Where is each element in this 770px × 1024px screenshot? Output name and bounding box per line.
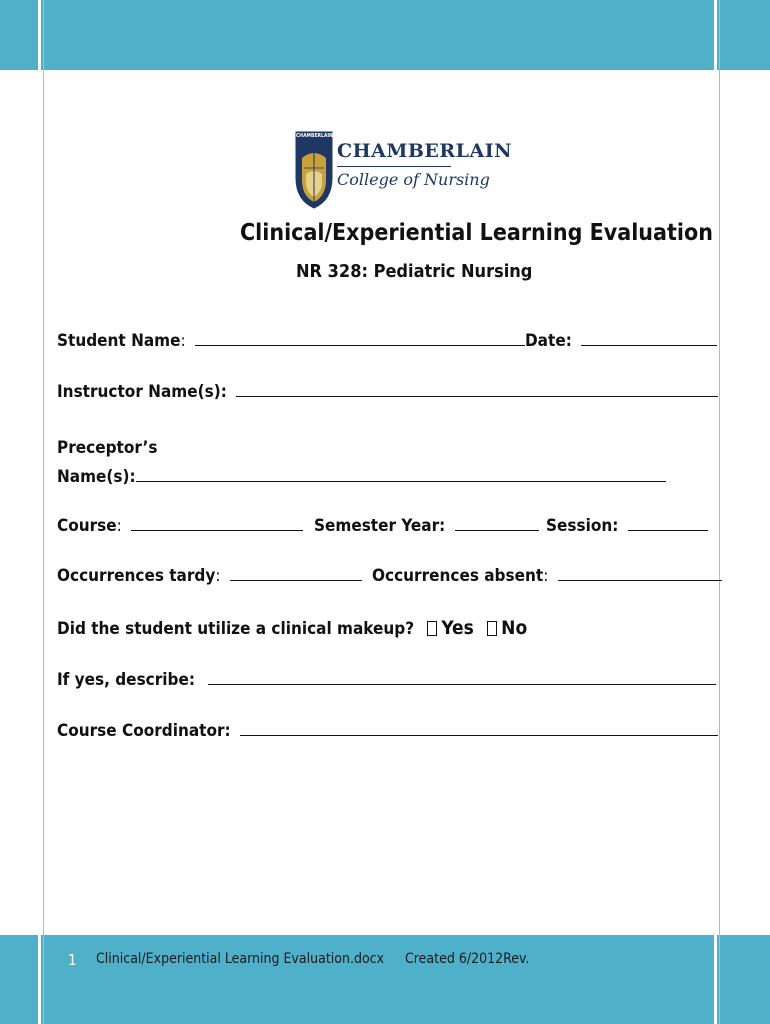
- document-subtitle: NR 328: Pediatric Nursing: [296, 261, 533, 282]
- semester-year-label: Semester Year:: [314, 516, 446, 536]
- session-row: [546, 516, 708, 536]
- instructor-row: [57, 382, 718, 402]
- describe-label: If yes, describe:: [57, 670, 195, 690]
- student-name-label: Student Name: [57, 331, 181, 351]
- session-label: Session:: [546, 516, 619, 536]
- logo-name: CHAMBERLAIN: [337, 140, 513, 162]
- preceptor-label: Name(s):: [57, 467, 136, 487]
- footer-band: [0, 935, 770, 1024]
- describe-row: [57, 670, 716, 690]
- preceptor-field[interactable]: [136, 467, 666, 482]
- student-name-row: Student Name: Date:: [57, 331, 717, 351]
- coordinator-label: Course Coordinator:: [57, 721, 231, 741]
- page-frame-right: [714, 0, 717, 1024]
- course-field[interactable]: [131, 516, 303, 531]
- header-band: [0, 0, 770, 70]
- preceptor-label-line1: Preceptor’s: [57, 438, 158, 458]
- absent-label: Occurrences absent: [372, 566, 544, 586]
- absent-field[interactable]: [558, 566, 722, 581]
- semester-year-field[interactable]: [455, 516, 539, 531]
- no-checkbox[interactable]: [487, 621, 497, 636]
- shield-seal-icon: [296, 132, 332, 208]
- yes-label: Yes: [441, 617, 474, 639]
- logo-divider: [337, 166, 451, 167]
- footer-created: Created 6/2012Rev.: [405, 951, 530, 967]
- instructor-label: Instructor Name(s):: [57, 382, 227, 402]
- coordinator-row: [57, 721, 718, 741]
- page-frame-left-inner: [43, 0, 44, 1024]
- session-field[interactable]: [628, 516, 708, 531]
- footer-filename: Clinical/Experiential Learning Evaluation.docx: [96, 951, 385, 967]
- tardy-field[interactable]: [230, 566, 362, 581]
- tardy-row: Occurrences tardy:: [57, 566, 362, 586]
- describe-field[interactable]: [208, 670, 716, 685]
- tardy-label: Occurrences tardy: [57, 566, 216, 586]
- makeup-question: Did the student utilize a clinical makeup?: [57, 619, 415, 639]
- yes-checkbox[interactable]: [427, 621, 437, 636]
- student-name-field[interactable]: [195, 331, 525, 346]
- makeup-row: [57, 617, 527, 639]
- no-label: No: [501, 617, 528, 639]
- preceptor-row: [57, 467, 666, 487]
- page-frame-right-inner: [719, 0, 720, 1024]
- course-label: Course: [57, 516, 117, 536]
- coordinator-field[interactable]: [240, 721, 718, 736]
- absent-row: Occurrences absent:: [372, 566, 722, 586]
- semester-row: [314, 516, 539, 536]
- instructor-field[interactable]: [236, 382, 718, 397]
- date-field[interactable]: [581, 331, 717, 346]
- page-frame-left: [38, 0, 41, 1024]
- seal-label: CHAMBERLAIN: [296, 133, 333, 139]
- document-title: Clinical/Experiential Learning Evaluation: [240, 220, 713, 246]
- date-label: Date:: [524, 331, 572, 351]
- page-number: 1: [68, 951, 77, 969]
- course-row: Course:: [57, 516, 303, 536]
- logo-subtitle: College of Nursing: [337, 170, 490, 189]
